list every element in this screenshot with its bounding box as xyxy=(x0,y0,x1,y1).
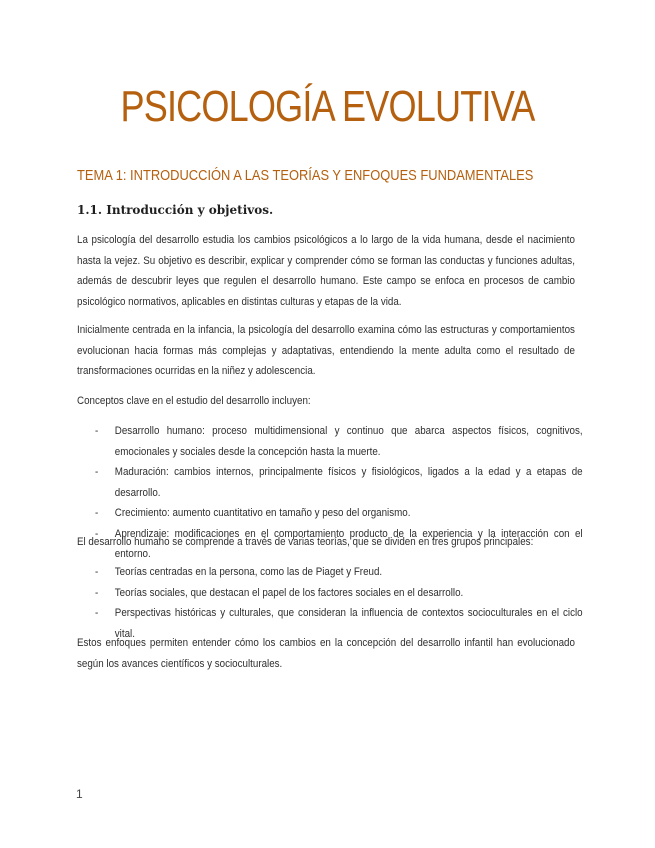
paragraph-intro: La psicología del desarrollo estudia los cambios psicológicos a lo largo de la vida humana, desde el nacimiento hasta la vejez. Su objetivo es describir, explicar y comprender cómo se forman las conductas y funciones adultas, además de descubrir leyes que regulen el desarrollo humano. Este campo se enfoca en procesos de cambio psicológico normativos, aplicables en distintas culturas y etapas de la vida. xyxy=(77,234,575,308)
paragraph-conclusion: Estos enfoques permiten entender cómo los cambios en la concepción del desarrollo infantil han evolucionado según los avances científicos y socioculturales. xyxy=(77,637,575,670)
page-number: 1 xyxy=(76,787,83,801)
list-item: - Desarrollo humano: proceso multidimensional y continuo que abarca aspectos físicos, cognitivos, emocionales y sociales desde la concepción hasta la muerte. xyxy=(95,421,583,462)
paragraph-concepts-intro: Conceptos clave en el estudio del desarrollo incluyen: xyxy=(77,395,311,407)
list-item: - Teorías centradas en la persona, como las de Piaget y Freud. xyxy=(95,562,583,583)
tema-heading: TEMA 1: INTRODUCCIÓN A LAS TEORÍAS Y ENFOQUES FUNDAMENTALES xyxy=(77,167,534,184)
list-item: - Perspectivas históricas y culturales, que consideran la influencia de contextos socioculturales en el ciclo vital. xyxy=(95,603,583,644)
list-item: - Aprendizaje: modificaciones en el comportamiento producto de la experiencia y la interacción con el entorno. xyxy=(95,524,583,565)
paragraph-infancia: Inicialmente centrada en la infancia, la psicología del desarrollo examina cómo las estructuras y comportamientos evolucionan hacia formas más complejas y adaptativas, entendiendo la mente adulta como el resultado de transformaciones ocurridas en la niñez y adolescencia. xyxy=(77,324,575,377)
list-item: - Teorías sociales, que destacan el papel de los factores sociales en el desarrollo. xyxy=(95,583,583,604)
document-title: PSICOLOGÍA EVOLUTIVA xyxy=(120,82,535,131)
list-item: - Crecimiento: aumento cuantitativo en tamaño y peso del organismo. xyxy=(95,503,583,524)
section-heading: 1.1. Introducción y objetivos. xyxy=(77,203,274,217)
list-item: - Maduración: cambios internos, principalmente físicos y fisiológicos, ligados a la edad y a etapas de desarrollo. xyxy=(95,462,583,503)
theories-list xyxy=(95,562,583,644)
paragraph-theories-intro: El desarrollo humano se comprende a través de varias teorías, que se dividen en tres grupos principales: xyxy=(77,536,534,548)
